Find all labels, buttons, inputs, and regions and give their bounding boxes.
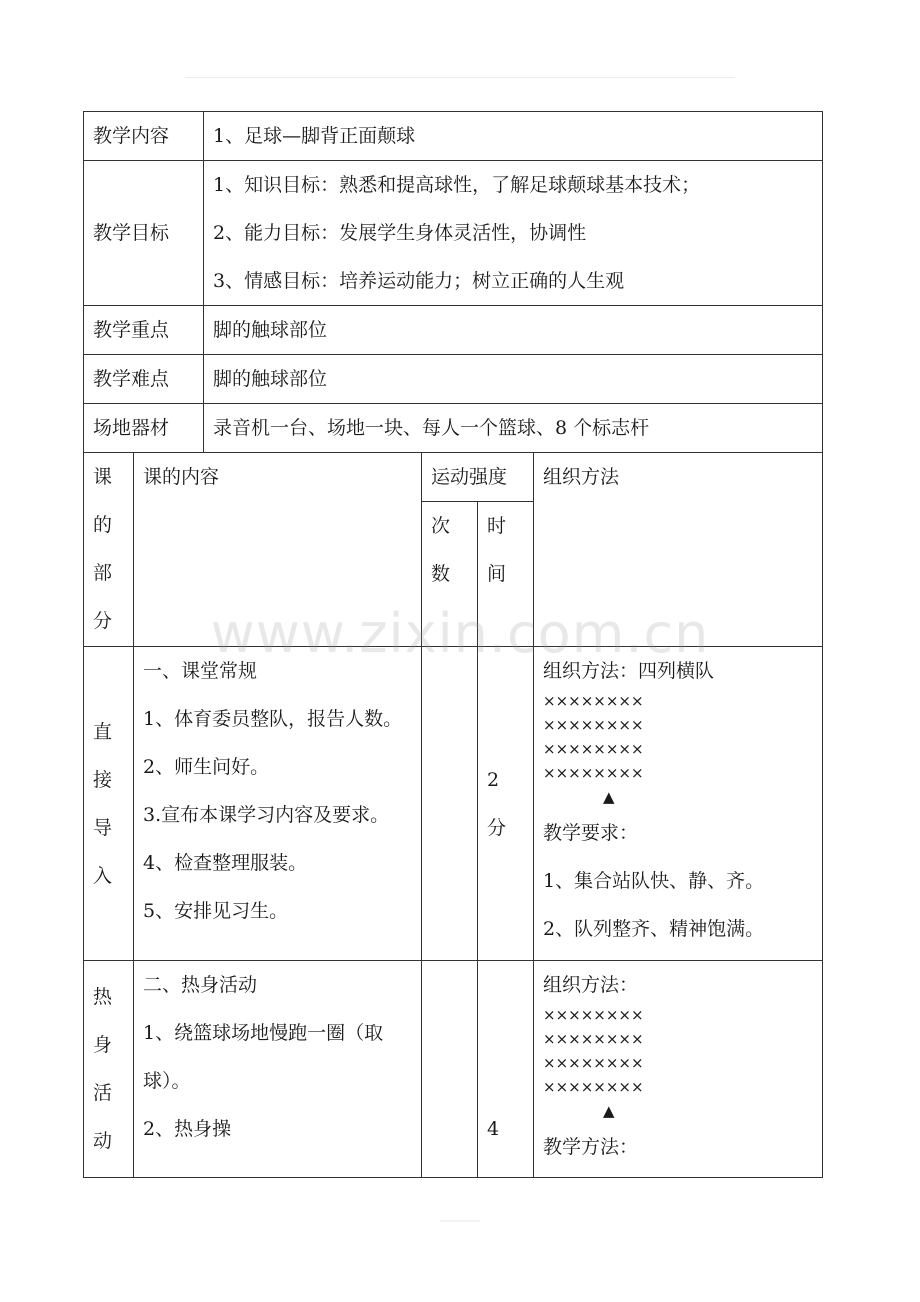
- section-intro-time: 2 分: [478, 647, 534, 961]
- row-teaching-content: [84, 112, 823, 161]
- value-teaching-content: 1、足球—脚背正面颠球: [204, 112, 823, 161]
- section-intro-method: 组织方法：四列横队 ×××××××× ×××××××× ×××××××× ×××××××× ▲ 教学要求： 1、集合站队快、静、齐。 2、队列整齐、精神饱满。: [534, 647, 823, 961]
- col-time-header: 时 间: [478, 502, 534, 647]
- goal-emotion: 3、情感目标：培养运动能力；树立正确的人生观: [213, 270, 625, 292]
- formation-diagram: ×××××××× ×××××××× ×××××××× ×××××××× ▲: [543, 689, 813, 809]
- section-intro-count: [422, 647, 478, 961]
- value-key-points: 脚的触球部位: [204, 306, 823, 355]
- label-equipment: 场地器材: [84, 404, 204, 453]
- label-difficulties: 教学难点: [84, 355, 204, 404]
- section-intro: [84, 647, 823, 961]
- section-warmup-content: 二、热身活动 1、绕篮球场地慢跑一圈（取 球）。 2、热身操: [134, 961, 422, 1178]
- label-teaching-goals: 教学目标: [84, 161, 204, 306]
- goal-ability: 2、能力目标：发展学生身体灵活性，协调性: [213, 222, 587, 244]
- section-warmup-count: [422, 961, 478, 1178]
- row-difficulties: [84, 355, 823, 404]
- value-equipment: 录音机一台、场地一块、每人一个篮球、8 个标志杆: [204, 404, 823, 453]
- label-key-points: 教学重点: [84, 306, 204, 355]
- formation-diagram: ×××××××× ×××××××× ×××××××× ×××××××× ▲: [543, 1003, 813, 1123]
- lesson-plan-table: [83, 111, 823, 1178]
- section-intro-content: 一、课堂常规 1、体育委员整队，报告人数。 2、师生问好。 3.宣布本课学习内容及要求。 4、检查整理服装。 5、安排见习生。: [134, 647, 422, 961]
- row-equipment: [84, 404, 823, 453]
- method-title: 组织方法：四列横队: [543, 660, 715, 682]
- row-teaching-goals: [84, 161, 823, 306]
- row-key-points: [84, 306, 823, 355]
- value-difficulties: 脚的触球部位: [204, 355, 823, 404]
- header-rule: [185, 77, 735, 78]
- goal-knowledge: 1、知识目标：熟悉和提高球性，了解足球颠球基本技术；: [213, 174, 701, 196]
- teacher-marker-icon: ▲: [603, 788, 615, 806]
- col-count-header: 次 数: [422, 502, 478, 647]
- col-content-header: 课的内容: [134, 453, 422, 647]
- value-teaching-goals: [204, 161, 823, 306]
- section-warmup-part: 热 身 活 动: [84, 961, 134, 1178]
- col-intensity-header: 运动强度: [422, 453, 534, 502]
- section-warmup: [84, 961, 823, 1178]
- col-part-header: 课 的 部 分: [84, 453, 134, 647]
- col-method-header: 组织方法: [534, 453, 823, 647]
- section-intro-part: 直 接 导 入: [84, 647, 134, 961]
- footer-rule: [440, 1220, 480, 1222]
- teacher-marker-icon: ▲: [603, 1102, 615, 1120]
- section-warmup-method: 组织方法： ×××××××× ×××××××× ×××××××× ×××××××× ▲ 教学方法：: [534, 961, 823, 1178]
- watermark: www.zixin.com.cn: [210, 602, 710, 665]
- section-warmup-time: 4: [478, 961, 534, 1178]
- column-header-row: [84, 453, 823, 502]
- label-teaching-content: 教学内容: [84, 112, 204, 161]
